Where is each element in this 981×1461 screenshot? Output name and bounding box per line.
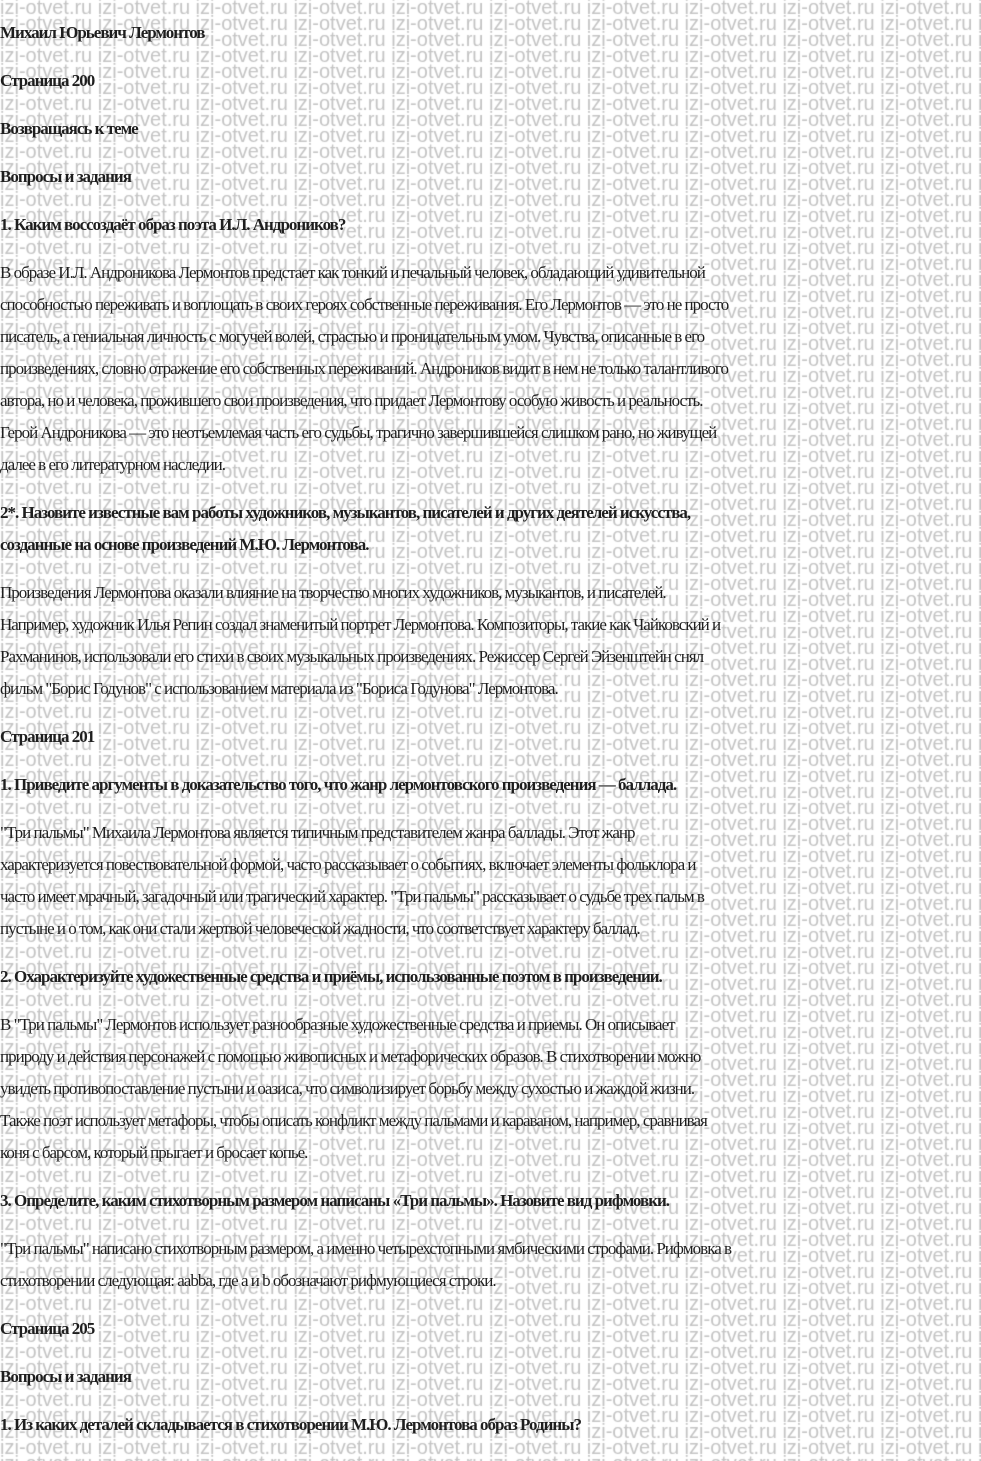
text-line: фильм "Борис Годунов" с использованием материала из "Бориса Годунова" Лермонтова. [0, 679, 558, 698]
text-line: 1. Приведите аргументы в доказательство того, что жанр лермонтовского произведения — баллада. [0, 775, 677, 794]
text-line: 2*. Назовите известные вам работы художников, музыкантов, писателей и других деятелей искусства, [0, 503, 691, 522]
text-line: В образе И.Л. Андроникова Лермонтов предстает как тонкий и печальный человек, обладающий удивительной [0, 263, 705, 282]
text-line: стихотворении следующая: aabba, где a и b обозначают рифмующиеся строки. [0, 1271, 496, 1290]
answer-paragraph [0, 1009, 981, 1169]
section-heading [0, 161, 981, 193]
text-line: 1. Из каких деталей складывается в стихотворении М.Ю. Лермонтова образ Родины? [0, 1415, 581, 1434]
answer-paragraph [0, 577, 981, 705]
section-heading [0, 17, 981, 49]
section-heading [0, 769, 981, 801]
text-line: способностью переживать и воплощать в своих героях собственные переживания. Его Лермонтов — это не просто [0, 295, 729, 314]
text-line: Например, художник Илья Репин создал знаменитый портрет Лермонтова. Композиторы, такие как Чайковский и [0, 615, 721, 634]
text-line: характеризуется повествовательной формой, часто рассказывает о событиях, включает элементы фольклора и [0, 855, 696, 874]
text-line: Страница 205 [0, 1319, 95, 1338]
text-line: писатель, а гениальная личность с могучей волей, страстью и проницательным умом. Чувства, описанные в его [0, 327, 705, 346]
text-line: 1. Каким воссоздаёт образ поэта И.Л. Андроников? [0, 215, 346, 234]
section-heading [0, 961, 981, 993]
answer-paragraph [0, 257, 981, 481]
section-heading [0, 1185, 981, 1217]
section-heading [0, 721, 981, 753]
text-line: Герой Андроникова — это неотъемлемая часть его судьбы, трагично завершившейся слишком рано, но живущей [0, 423, 717, 442]
text-line: "Три пальмы" написано стихотворным размером, а именно четырехстопными ямбическими строфами. Рифмовка в [0, 1239, 732, 1258]
text-line: увидеть противопоставление пустыни и оазиса, что символизирует борьбу между сухостью и жаждой жизни. [0, 1079, 695, 1098]
text-line: Возвращаясь к теме [0, 119, 138, 138]
text-line: созданные на основе произведений М.Ю. Лермонтова. [0, 535, 369, 554]
section-heading [0, 113, 981, 145]
text-line: Рахманинов, использовали его стихи в своих музыкальных произведениях. Режиссер Сергей Эйзенштейн снял [0, 647, 704, 666]
section-heading [0, 209, 981, 241]
text-line: Страница 201 [0, 727, 95, 746]
answer-paragraph [0, 1233, 981, 1297]
section-heading [0, 1361, 981, 1393]
text-line: произведениях, словно отражение его собственных переживаний. Андроников видит в нем не только талантливого [0, 359, 728, 378]
section-heading [0, 1409, 981, 1441]
text-line: природу и действия персонажей с помощью живописных и метафорических образов. В стихотворении можно [0, 1047, 701, 1066]
section-heading [0, 65, 981, 97]
text-line: автора, но и человека, прожившего свои произведения, что придает Лермонтову особую живость и реальность. [0, 391, 703, 410]
text-line: Михаил Юрьевич Лермонтов [0, 23, 205, 42]
text-line: Произведения Лермонтова оказали влияние на творчество многих художников, музыкантов, и писателей. [0, 583, 666, 602]
text-line: Вопросы и задания [0, 1367, 131, 1386]
text-line: пустыне и о том, как они стали жертвой человеческой жадности, что соответствует характеру баллад. [0, 919, 640, 938]
text-line: далее в его литературном наследии. [0, 455, 226, 474]
section-heading [0, 497, 981, 561]
text-line: В "Три пальмы" Лермонтов использует разнообразные художественные средства и приемы. Он описывает [0, 1015, 675, 1034]
text-line: коня с барсом, который прыгает и бросает копье. [0, 1143, 308, 1162]
text-line: Вопросы и задания [0, 167, 131, 186]
answer-paragraph [0, 817, 981, 945]
text-line: часто имеет мрачный, загадочный или трагический характер. "Три пальмы" рассказывает о судьбе трех пальм в [0, 887, 704, 906]
text-line: "Три пальмы" Михаила Лермонтова является типичным представителем жанра баллады. Этот жанр [0, 823, 635, 842]
text-line: Также поэт использует метафоры, чтобы описать конфликт между пальмами и караваном, например, сравнивая [0, 1111, 707, 1130]
text-line: 2. Охарактеризуйте художественные средства и приёмы, использованные поэтом в произведении. [0, 967, 662, 986]
text-line: 3. Определите, каким стихотворным размером написаны «Три пальмы». Назовите вид рифмовки. [0, 1191, 670, 1210]
text-line: Страница 200 [0, 71, 95, 90]
section-heading [0, 1313, 981, 1345]
